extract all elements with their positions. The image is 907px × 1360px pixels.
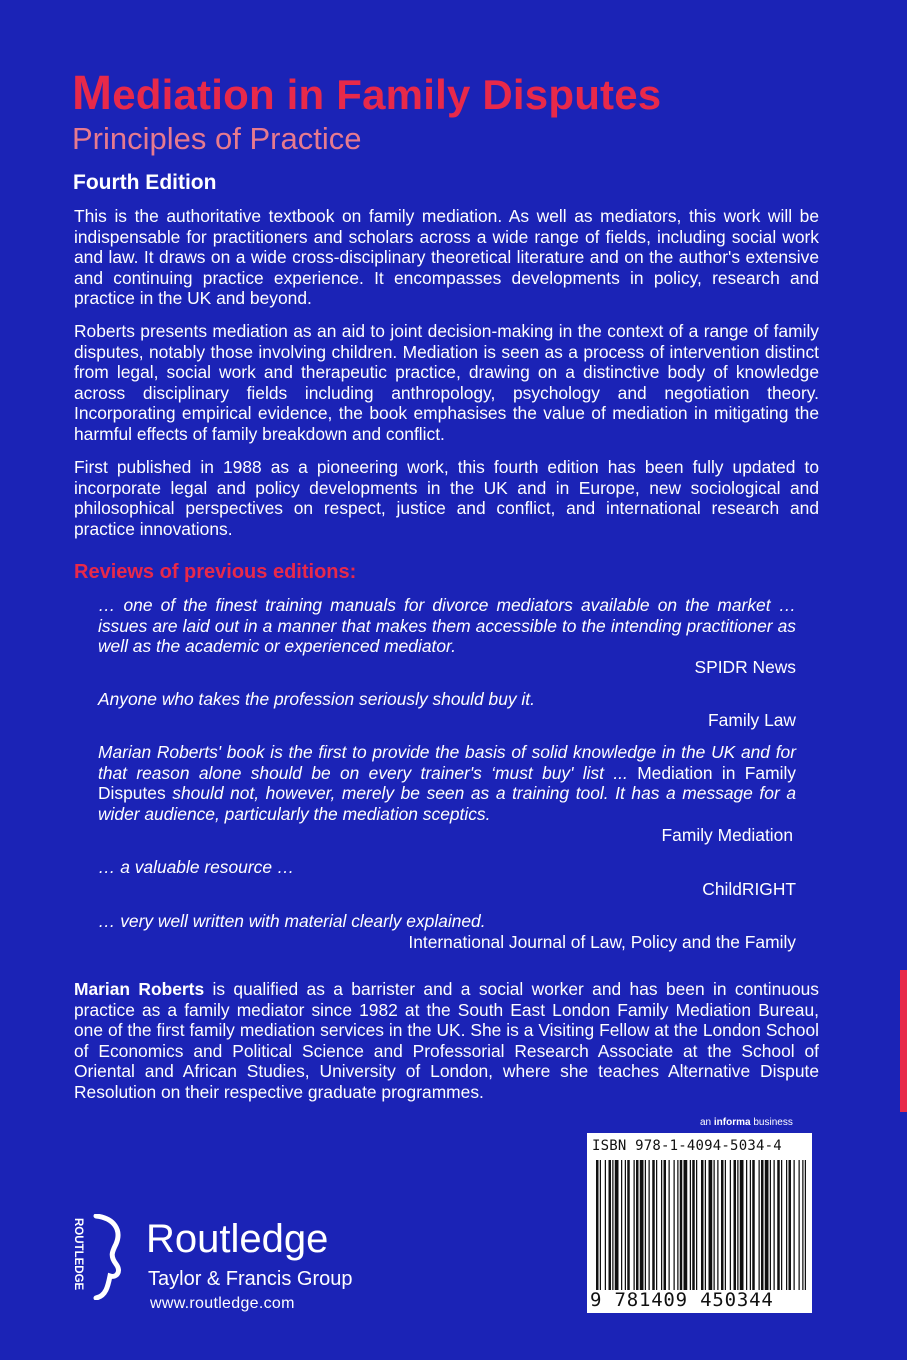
barcode-bar: [759, 1160, 760, 1290]
barcode-bar: [627, 1160, 630, 1290]
isbn-label: ISBN 978-1-4094-5034-4: [592, 1138, 782, 1154]
book-title: [72, 66, 661, 121]
barcode-bar: [794, 1160, 795, 1290]
barcode-bar: [709, 1160, 713, 1290]
review-quote-5: … very well written with material clearly explained.: [98, 911, 486, 931]
barcode-bar: [765, 1160, 769, 1290]
barcode-bar: [737, 1160, 738, 1290]
edition-label: Fourth Edition: [73, 171, 217, 194]
publisher-group: Taylor & Francis Group: [148, 1268, 353, 1290]
review-quote-4: … a valuable resource …: [98, 857, 295, 877]
barcode-bar: [740, 1160, 744, 1290]
author-name: Marian Roberts: [74, 979, 205, 999]
barcode-bar: [661, 1160, 662, 1290]
barcode-bar: [770, 1160, 771, 1290]
review-quote-3-book-title: Mediation in Family Disputes: [98, 762, 797, 804]
review-quote-3-part-1: Marian Roberts' book is the first to provide the basis of solid knowledge in the UK and for that reason alone should be on every trainer's ‘must buy' list ...: [98, 742, 796, 783]
barcode-bar: [652, 1160, 655, 1290]
barcode-icon: [596, 1160, 806, 1290]
author-bio: [74, 979, 819, 1103]
barcode-bar: [802, 1160, 803, 1290]
book-title-rest: ediation in Family Disputes: [112, 71, 662, 118]
informa-brand: informa: [713, 1117, 751, 1128]
barcode-bar: [669, 1160, 670, 1290]
book-title-initial: M: [72, 67, 113, 120]
red-edge-tab: [900, 970, 907, 1112]
routledge-vertical-mark: ROUTLEDGE: [72, 1218, 84, 1291]
review-source-5: International Journal of Law, Policy and the Family: [408, 932, 796, 952]
publisher-url: www.routledge.com: [150, 1295, 295, 1312]
review-source-4: ChildRIGHT: [702, 879, 796, 899]
review-quote-1: … one of the finest training manuals for divorce mediators available on the market … issues are laid out in a manner that makes them accessible to the intending practitioner as well as the academic or experienced mediator.: [98, 595, 796, 657]
barcode-bar: [781, 1160, 782, 1290]
publisher-name: Routledge: [146, 1217, 329, 1261]
review-quote-3: [98, 742, 796, 824]
barcode-bar: [615, 1160, 619, 1290]
barcode-bar: [774, 1160, 775, 1290]
author-bio-text: is qualified as a barrister and a social worker and has been in continuous practice as a family mediator since 1982 at the South East London Family Mediation Bureau, one of the first family mediation services in the UK. She is a Visiting Fellow at the London School of Economics and Political Science and Professorial Research Associate at the School of Oriental and African Studies, University of London, where she teaches Alternative Dispute Resolution on their respective graduate programmes.: [74, 979, 820, 1102]
barcode-bar: [684, 1160, 688, 1290]
review-quote-2: Anyone who takes the profession seriously should buy it.: [98, 689, 535, 709]
barcode-bar: [656, 1160, 657, 1290]
barcode-bar: [677, 1160, 678, 1290]
barcode-bar: [799, 1160, 800, 1290]
barcode-bar: [612, 1160, 613, 1290]
barcode-bar: [634, 1160, 635, 1290]
barcode-bar: [674, 1160, 675, 1290]
barcode-bar: [596, 1160, 599, 1290]
barcode-bar: [605, 1160, 606, 1290]
barcode-bar: [789, 1160, 792, 1290]
barcode-bar: [664, 1160, 667, 1290]
barcode-bar: [636, 1160, 639, 1290]
barcode-bar: [750, 1160, 751, 1290]
barcode-bar: [725, 1160, 726, 1290]
barcode-bar: [734, 1160, 737, 1290]
informa-prefix: an: [700, 1117, 714, 1128]
barcode-bar: [692, 1160, 695, 1290]
barcode-bar: [730, 1160, 731, 1290]
informa-suffix: business: [750, 1117, 793, 1128]
barcode-bar: [600, 1160, 601, 1290]
review-quote-3-part-2: should not, however, merely be seen as a training tool. It has a message for a wider audience, particularly the mediation sceptics.: [98, 783, 796, 824]
description-paragraph-1: This is the authoritative textbook on family mediation. As well as mediators, this work will be indispensable for practitioners and scholars across a wide range of fields, including social work and law. It draws on a wide cross-disciplinary theoretical literature and on the author's extensive and continuing practice experience. It encompasses developments in policy, research and practice in the UK and beyond.: [74, 206, 819, 309]
barcode-bar: [805, 1160, 806, 1290]
barcode-bar: [701, 1160, 704, 1290]
description-paragraph-2: Roberts presents mediation as an aid to joint decision-making in the context of a range of family disputes, notably those involving children. Mediation is seen as a process of intervention distinct from legal, social work and therapeutic practice, drawing on a distinctive body of knowledge across disciplinary fields including anthropology, psychology and negotiation theory. Incorporating empirical evidence, the book emphasises the value of mediation in mitigating the harmful effects of family breakdown and conflict.: [74, 321, 819, 444]
review-source-3: Family Mediation: [661, 825, 793, 845]
routledge-logo-icon: [66, 1214, 128, 1300]
barcode-digits: 9 781409 450344: [590, 1289, 774, 1311]
barcode-bar: [714, 1160, 715, 1290]
book-subtitle: Principles of Practice: [72, 121, 362, 156]
barcode-bar: [761, 1160, 764, 1290]
barcode-bar: [690, 1160, 691, 1290]
review-source-1: SPIDR News: [694, 657, 796, 677]
barcode-bar: [640, 1160, 644, 1290]
barcode-bar: [621, 1160, 622, 1290]
review-source-2: Family Law: [708, 710, 796, 730]
barcode-bar: [696, 1160, 697, 1290]
barcode-bar: [746, 1160, 747, 1290]
barcode-bar: [752, 1160, 755, 1290]
barcode-bar: [645, 1160, 646, 1290]
barcode-bar: [721, 1160, 724, 1290]
barcode-bar: [717, 1160, 718, 1290]
description-paragraph-3: First published in 1988 as a pioneering work, this fourth edition has been fully updated to incorporate legal and policy developments in the UK and in Europe, new sociological and philosophical perspectives on respect, justice and conflict, and international research and practice innovations.: [74, 457, 819, 539]
barcode-bar: [649, 1160, 650, 1290]
barcode-bar: [680, 1160, 683, 1290]
barcode-bar: [609, 1160, 612, 1290]
barcode-bar: [786, 1160, 787, 1290]
barcode-bar: [705, 1160, 706, 1290]
informa-business-label: [700, 1117, 793, 1128]
barcode-bar: [777, 1160, 780, 1290]
barcode-bar: [625, 1160, 626, 1290]
reviews-heading: Reviews of previous editions:: [74, 561, 357, 583]
